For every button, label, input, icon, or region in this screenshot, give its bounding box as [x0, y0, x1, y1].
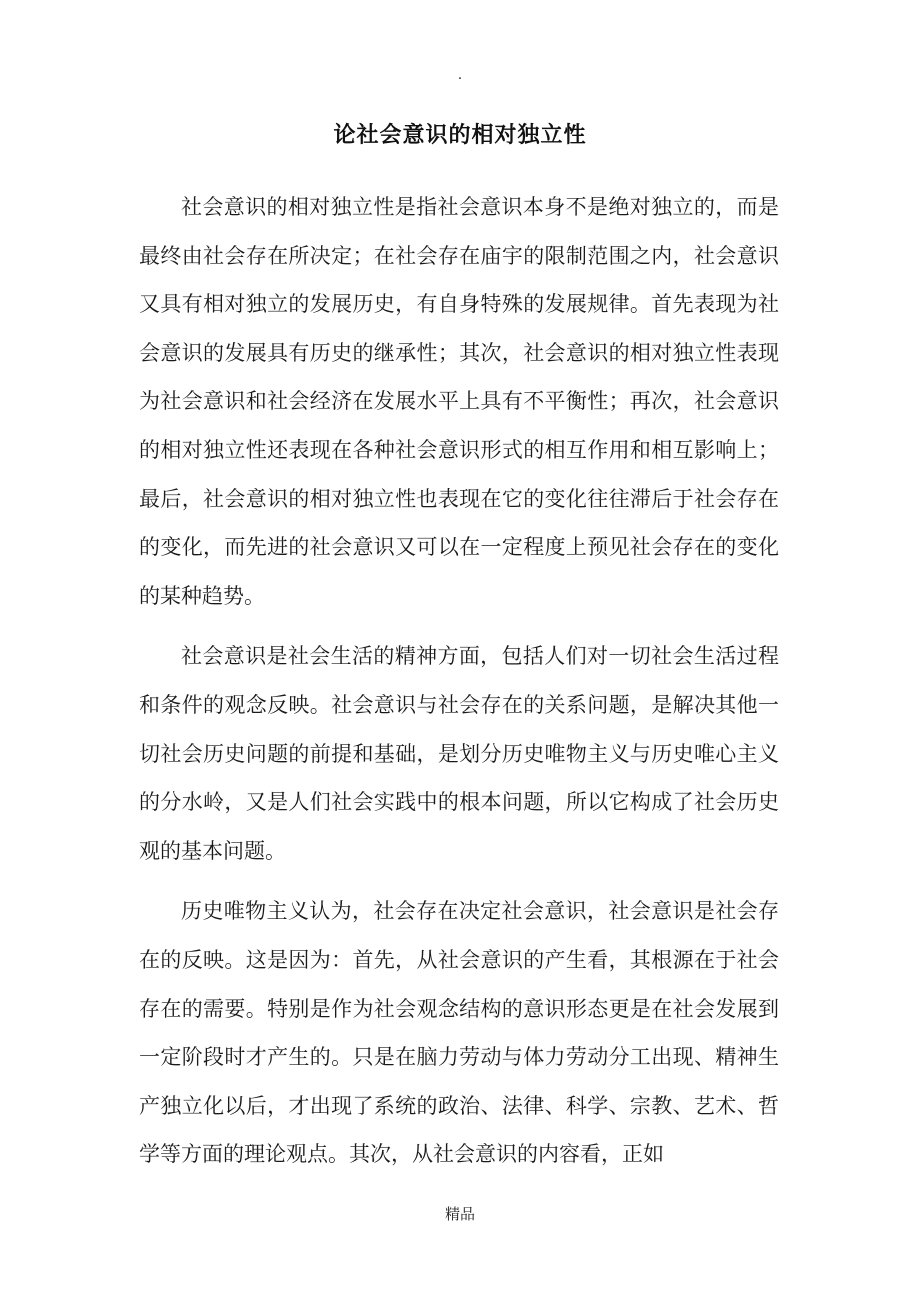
paragraph-3: 历史唯物主义认为，社会存在决定社会意识，社会意识是社会存在的反映。这是因为：首先，从社会意识的产生看，其根源在于社会存在的需要。特别是作为社会观念结构的意识形态更是在社会发展到一定阶段时才产生的。只是在脑力劳动与体力劳动分工出现、精神生产独立化以后，才出现了系统的政治、法律、科学、宗教、艺术、哲学等方面的理论观点。其次，从社会意识的内容看，正如: [139, 899, 779, 1167]
paragraph-1: 社会意识的相对独立性是指社会意识本身不是绝对独立的，而是最终由社会存在所决定；在社会存在庙宇的限制范围之内，社会意识又具有相对独立的发展历史，有自身特殊的发展规律。首先表现为社会意识的发展具有历史的继承性；其次，社会意识的相对独立性表现为社会意识和社会经济在发展水平上具有不平衡性；再次，社会意识的相对独立性还表现在各种社会意识形式的相互作用和相互影响上；最后，社会意识的相对独立性也表现在它的变化往往滞后于社会存在的变化，而先进的社会意识又可以在一定程度上预见社会存在的变化的某种趋势。: [139, 195, 779, 608]
document-title: 论社会意识的相对独立性: [333, 123, 587, 148]
footer-label: 精品: [444, 1205, 475, 1223]
document-body: [139, 183, 779, 1179]
paragraph-2: 社会意识是社会生活的精神方面，包括人们对一切社会生活过程和条件的观念反映。社会意识与社会存在的关系问题，是解决其他一切社会历史问题的前提和基础，是划分历史唯物主义与历史唯心主义的分水岭，又是人们社会实践中的根本问题，所以它构成了社会历史观的基本问题。: [139, 644, 779, 863]
header-mark: ·: [457, 71, 463, 87]
